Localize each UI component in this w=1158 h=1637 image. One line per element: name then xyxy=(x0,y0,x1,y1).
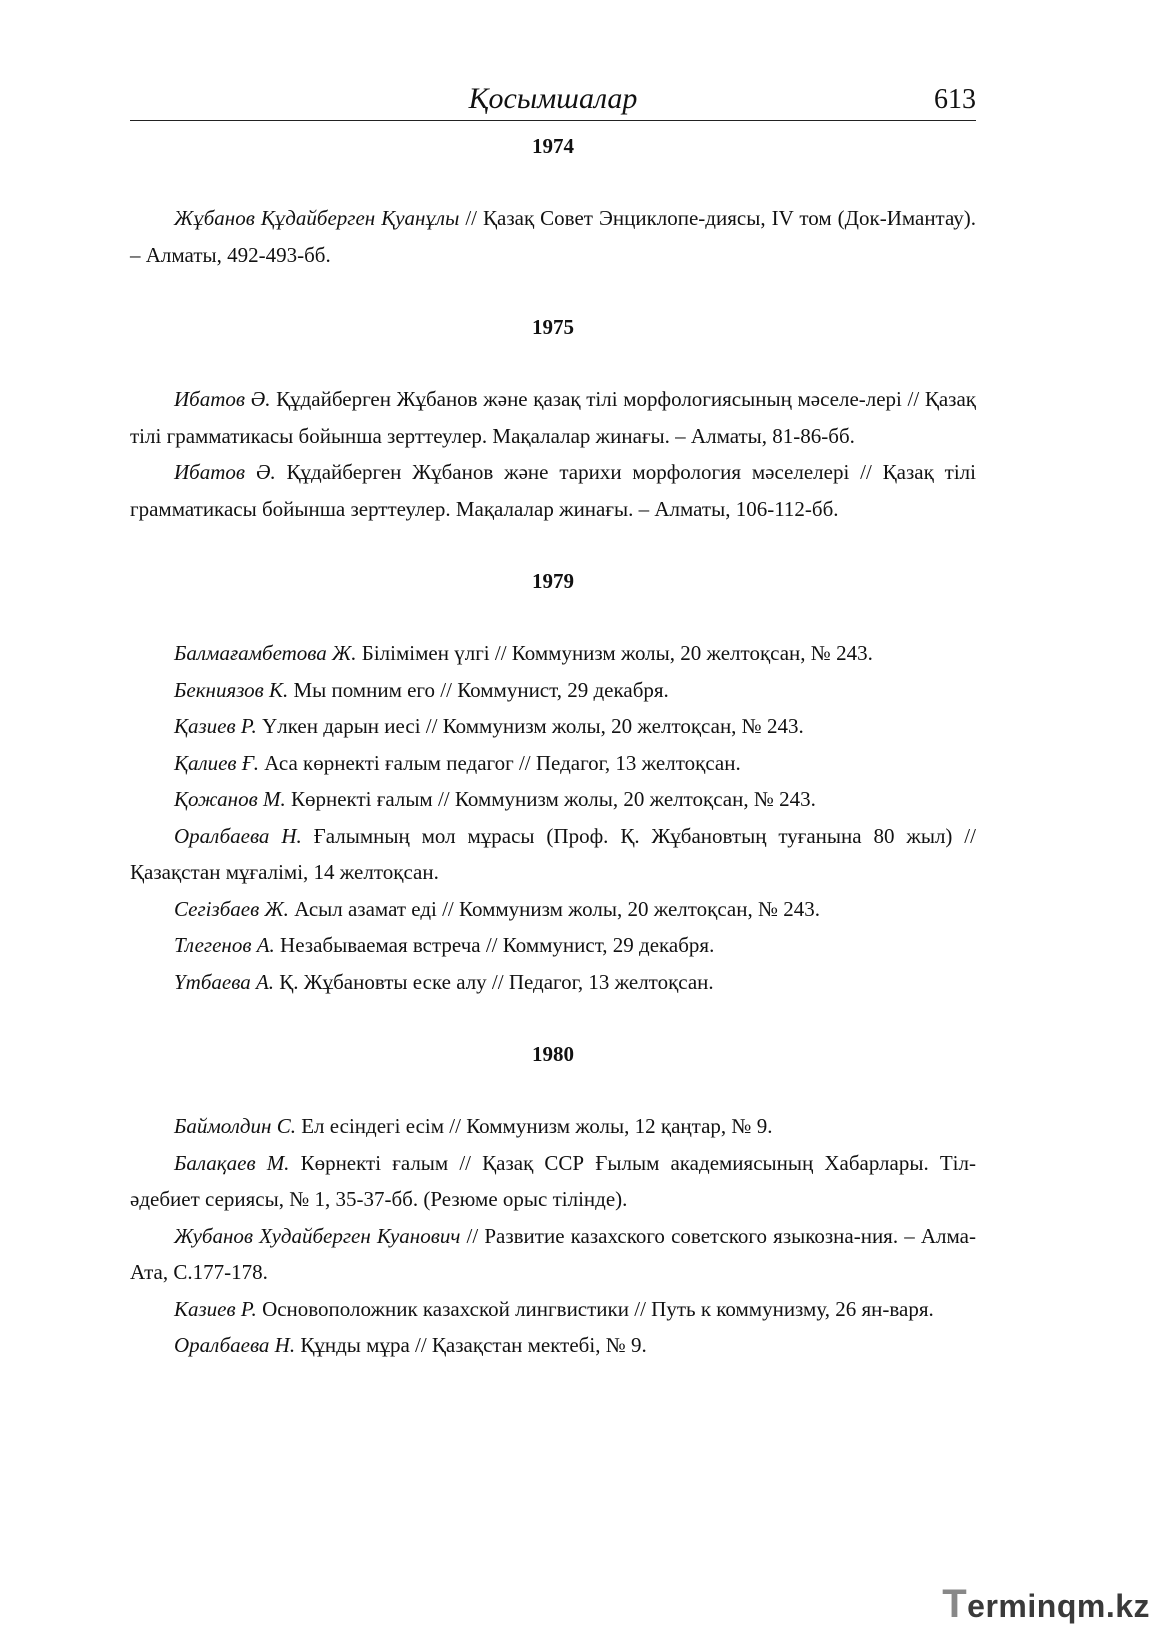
bibliography-entry xyxy=(130,1327,976,1364)
bibliography-entry xyxy=(130,818,976,891)
year-section-1979 xyxy=(130,563,976,1000)
entry-author: Қазиев Р. xyxy=(174,714,257,738)
entry-author: Жубанов Худайберген Куанович xyxy=(174,1223,461,1248)
entry-author: Қалиев Ғ. xyxy=(174,750,259,775)
bibliography-entry xyxy=(130,200,976,273)
entry-text: Құнды мұра // Қазақстан мектебі, № 9. xyxy=(295,1333,647,1357)
entry-author: Балақаев М. xyxy=(174,1150,290,1175)
bibliography-entry xyxy=(130,964,976,1001)
entry-author: Сегізбаев Ж. xyxy=(174,896,289,921)
entry-author: Казиев Р. xyxy=(174,1296,257,1321)
entry-author: Баймолдин С. xyxy=(174,1114,296,1138)
entry-text: Құдайберген Жұбанов және қазақ тілі морфологиясының мәселе-лері // Қазақ тілі грамматикасы бойынша зерттеулер. Мақалалар жинағы. – Алматы, 81-86-бб. xyxy=(130,387,976,448)
entry-text: Білімімен үлгі // Коммунизм жолы, 20 желтоқсан, № 243. xyxy=(356,641,873,665)
bibliography-entry xyxy=(130,1291,976,1328)
bibliography-entry xyxy=(130,708,976,745)
entry-author: Қожанов М. xyxy=(174,787,286,811)
entry-author: Оралбаева Н. xyxy=(174,823,302,848)
bibliography-entry xyxy=(130,1218,976,1291)
year-section-1980 xyxy=(130,1036,976,1364)
bibliography-content xyxy=(130,128,976,1400)
year-section-1974 xyxy=(130,128,976,273)
entry-text: Мы помним его // Коммунист, 29 декабря. xyxy=(288,677,669,702)
entry-author: Оралбаева Н. xyxy=(174,1333,296,1357)
entry-text: Құдайберген Жұбанов және тарихи морфология мәселелері // Қазақ тілі грамматикасы бойынша зерттеулер. Мақалалар жинағы. – Алматы, 106-112-бб. xyxy=(130,460,976,521)
bibliography-entry xyxy=(130,454,976,527)
year-heading: 1980 xyxy=(532,1042,574,1066)
entry-author: Балмағамбетова Ж. xyxy=(174,641,357,665)
entry-author: Үтбаева А. xyxy=(174,969,275,994)
entry-author: Жұбанов Құдайберген Қуанұлы xyxy=(174,206,460,230)
entry-text: Незабываемая встреча // Коммунист, 29 декабря. xyxy=(274,933,715,957)
bibliography-entry xyxy=(130,891,976,928)
bibliography-entry xyxy=(130,1108,976,1145)
entry-author: Тлегенов А. xyxy=(174,933,275,957)
entry-text: Көрнекті ғалым // Қазақ ССР Ғылым академиясының Хабарлары. Тіл-әдебиет сериясы, № 1, 35-37-бб. (Резюме орыс тілінде). xyxy=(130,1150,976,1211)
bibliography-entry xyxy=(130,1145,976,1218)
bibliography-entry xyxy=(130,927,976,964)
entry-author: Бекниязов К. xyxy=(174,677,289,702)
bibliography-entry xyxy=(130,781,976,818)
year-section-1975 xyxy=(130,309,976,527)
entry-author: Ибатов Ә. xyxy=(174,460,276,484)
entry-text: Ғалымның мол мұрасы (Проф. Қ. Жұбановтың туғанына 80 жыл) // Қазақстан мұғалімі, 14 желтоқсан. xyxy=(130,823,976,884)
entry-text: Аса көрнекті ғалым педагог // Педагог, 13 желтоқсан. xyxy=(258,750,741,775)
entry-text: Қ. Жұбановты еске алу // Педагог, 13 желтоқсан. xyxy=(274,969,714,994)
year-heading: 1974 xyxy=(532,134,574,158)
bibliography-entry xyxy=(130,635,976,672)
bibliography-entry xyxy=(130,672,976,709)
entry-text: Асыл азамат еді // Коммунизм жолы, 20 желтоқсан, № 243. xyxy=(288,896,821,921)
entry-text: // Развитие казахского советского языкозна-ния. – Алма-Ата, С.177-178. xyxy=(130,1223,977,1284)
year-heading: 1975 xyxy=(532,315,574,339)
bibliography-entry xyxy=(130,381,976,454)
entry-text: Основоположник казахской лингвистики // Путь к коммунизму, 26 ян-варя. xyxy=(256,1296,934,1321)
entry-text: Үлкен дарын иесі // Коммунизм жолы, 20 желтоқсан, № 243. xyxy=(256,714,804,738)
entry-text: Көрнекті ғалым // Коммунизм жолы, 20 желтоқсан, № 243. xyxy=(285,787,816,811)
page-title: Қосымшалар xyxy=(468,82,638,115)
page-header xyxy=(130,80,976,121)
entry-author: Ибатов Ә. xyxy=(174,387,271,411)
site-watermark-logo: Terminqm.kz xyxy=(942,1582,1150,1626)
page-number: 613 xyxy=(934,84,976,115)
bibliography-entry xyxy=(130,745,976,782)
year-heading: 1979 xyxy=(532,569,574,593)
entry-text: // Қазақ Совет Энциклопе-диясы, IV том (Док-Имантау). – Алматы, 492-493-бб. xyxy=(130,206,976,267)
entry-text: Ел есіндегі есім // Коммунизм жолы, 12 қаңтар, № 9. xyxy=(295,1114,773,1138)
